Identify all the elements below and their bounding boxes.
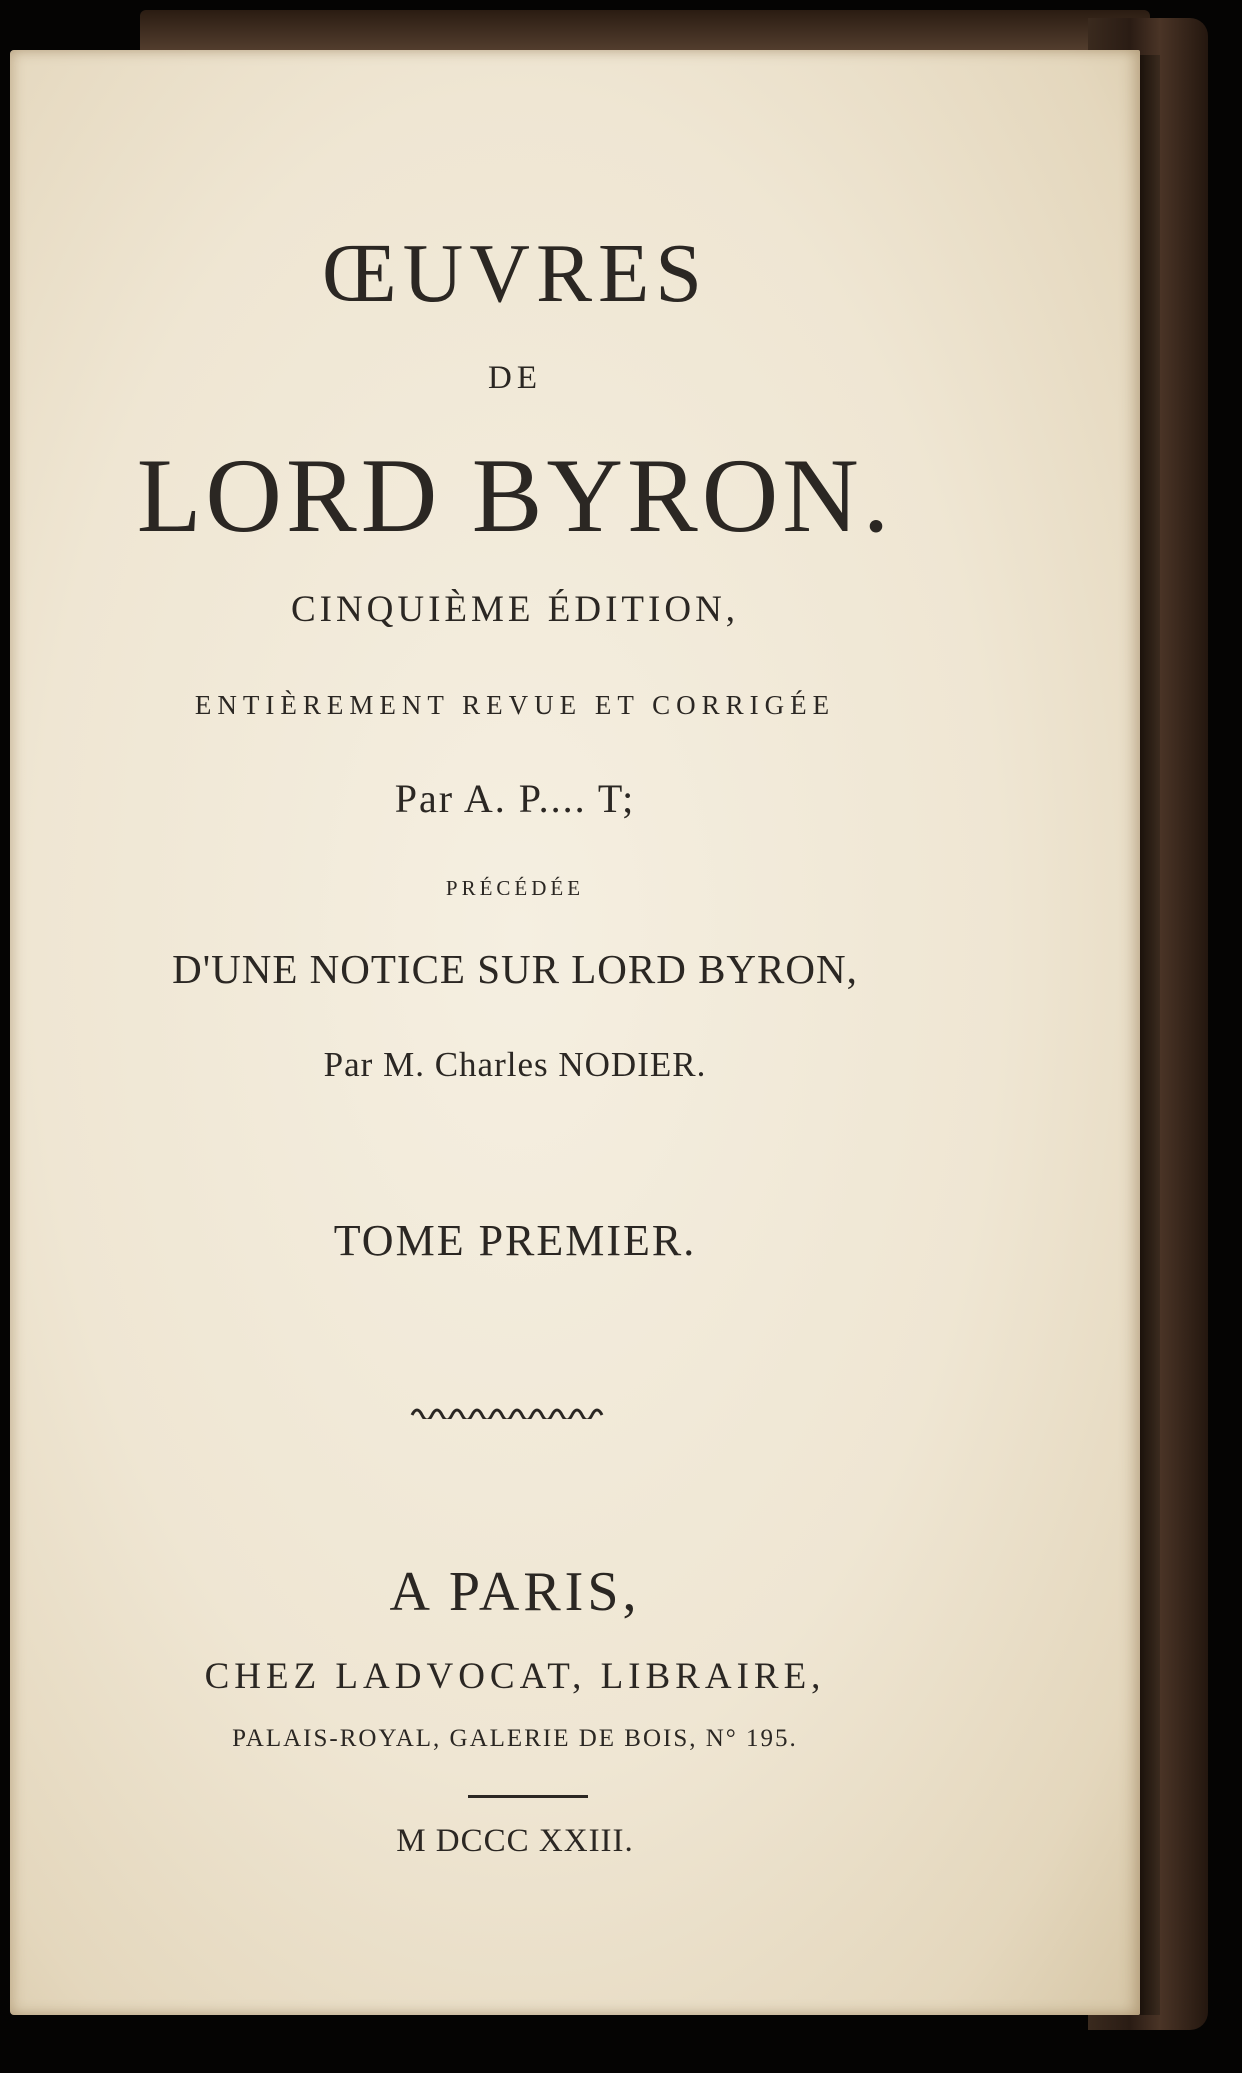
volume-line: TOME PREMIER. [333, 1216, 697, 1265]
notice-line: D'UNE NOTICE SUR LORD BYRON, [172, 946, 858, 992]
wavy-ornament [410, 1403, 610, 1419]
author-name: LORD BYRON. [136, 437, 894, 554]
publication-date: M DCCC XXIII. [396, 1823, 634, 1859]
preceded-line: PRÉCÉDÉE [445, 876, 585, 900]
notice-author-line: Par M. Charles NODIER. [323, 1045, 707, 1084]
address-line: PALAIS-ROYAL, GALERIE DE BOIS, N° 195. [232, 1725, 798, 1752]
title-page [10, 50, 1140, 2015]
revision-line: ENTIÈREMENT REVUE ET CORRIGÉE [194, 690, 836, 720]
divider-rule [468, 1795, 588, 1798]
title-preposition: DE [488, 360, 542, 396]
editor-line: Par A. P.... T; [394, 776, 636, 821]
book-title: ŒUVRES [321, 227, 709, 320]
city-line: A PARIS, [389, 1561, 641, 1623]
publisher-line: CHEZ LADVOCAT, LIBRAIRE, [204, 1656, 826, 1697]
edition-line: CINQUIÈME ÉDITION, [290, 589, 740, 630]
